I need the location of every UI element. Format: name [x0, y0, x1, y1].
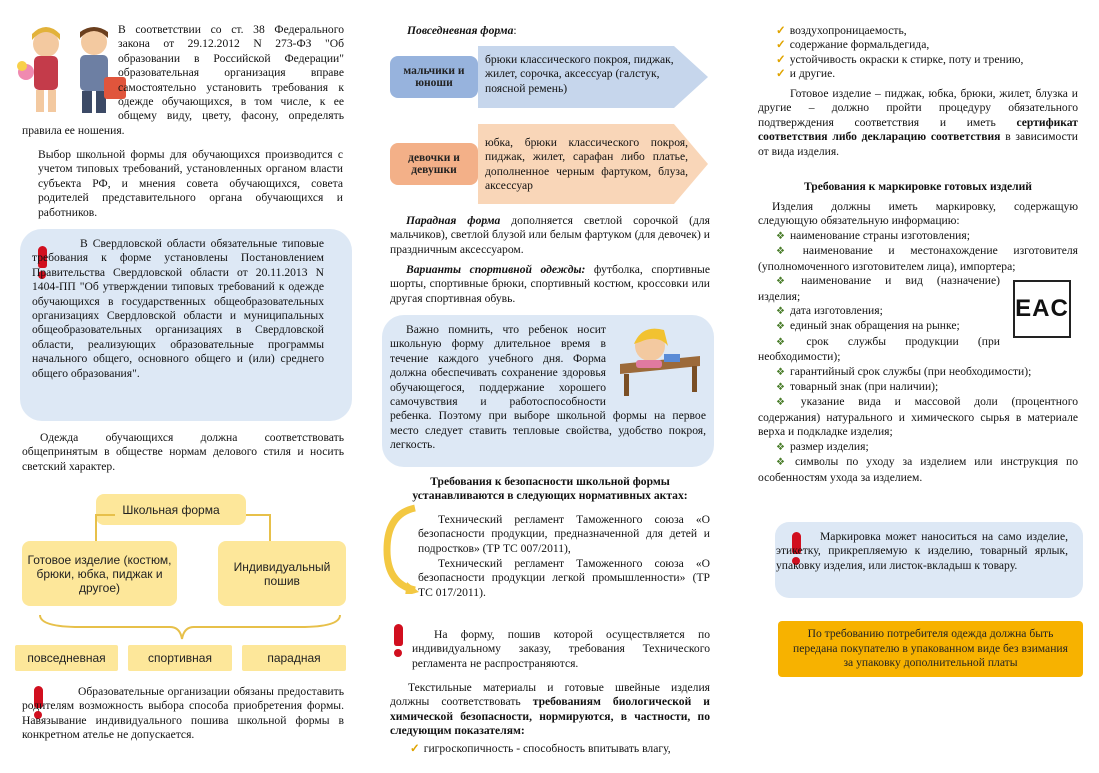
illustration-spacer: [606, 323, 706, 409]
certificate-text: Готовое изделие – пиджак, юбка, брюки, жилет, блузка и другие – должно пройти процедуру обязательного подтверждения соответствия и иметь сертификат соответствия либо декларацию соответствия в зависимости от вида изделия.: [758, 87, 1078, 158]
diagram-type-everyday: повседневная: [15, 645, 118, 671]
diagram-root: Школьная форма: [96, 494, 246, 525]
indicator-item: ✓ гигроскопичность - способность впитывать влагу,: [410, 742, 671, 755]
choice-note: Образовательные организации обязаны предоставить родителям возможность выбора способа приобретения формы. Навязывание индивидуального пошива школьной формы в конкретном ателье не допускается.: [22, 685, 344, 742]
eac-mark: EAC: [1013, 280, 1071, 338]
bullet-icon: ❖: [776, 306, 785, 318]
diagram-type-sport: спортивная: [128, 645, 232, 671]
girls-text: юбка, брюки классического покроя, пиджак, жилет, сарафан либо платье, дополненное черным фартуком, блуза, аксессуар: [485, 136, 688, 193]
curved-arrow-icon: [383, 504, 421, 594]
remember-text: Важно помнить, что ребенок носит школьную форму длительное время в течение каждого учебного дня. Форма должна обеспечивать сохранение здоровья обучающегося, поддержание хорошего самочувствия и работоспособности ребенка. Поэтому при выборе школьной формы на первое место следует ставить тепловые свойства, удобство покроя, легкость.: [390, 323, 706, 452]
checkmark-icon: ✓: [776, 67, 786, 81]
regulation-1: Технический регламент Таможенного союза «О безопасности продукции, предназначенной для детей и подростков» (ТР ТС 007/2011),: [418, 513, 710, 555]
sverdlovsk-text: В Свердловской области обязательные типовые требования к форме установлены Постановлением Правительства Свердловской области от 20.11.2013 N 1404-ПП "Об утверждении типовых требований к одежде обучающихся в государственных общеобразовательных организациях Свердловской области и муниципальных общеобразовательных организациях в Свердловской области, реализующих образовательные программы начального общего, основного общего и (или) среднего общего образования".: [32, 237, 324, 380]
safety-title: Требования к безопасности школьной формы устанавливаются в следующих нормативных актах:: [412, 475, 688, 503]
bullet-icon: ❖: [776, 336, 802, 348]
custom-tailoring-note: На форму, пошив которой осуществляется по индивидуальному заказу, требования Технического регламента не распространяются.: [412, 628, 710, 670]
bullet-icon: ❖: [776, 321, 785, 333]
sport-text: Варианты спортивной одежды: футболка, спортивные шорты, спортивные брюки, спортивный костюм, кроссовки или другая спортивная обувь.: [390, 263, 710, 305]
exclamation-icon: [392, 624, 406, 657]
marking-note: Маркировка может наноситься на само изделие, этикетку, прикрепляемую к изделию, товарный ярлык, упаковку изделия, или листок-вкладыш к товару.: [776, 530, 1068, 572]
marking-intro: Изделия должны иметь маркировку, содержащую следующую обязательную информацию:: [758, 200, 1078, 228]
textile-text: Текстильные материалы и готовые швейные изделия должны соответствовать требованиям биологической и химической безопасности, нормируются, в частности, по следующим показателям:: [390, 681, 710, 738]
parade-text: Парадная форма дополняется светлой сорочкой (для мальчиков), светлой блузой или белым фартуком (для девочек) и праздничным аксессуаром.: [390, 214, 711, 256]
diagram-type-parade: парадная: [242, 645, 346, 671]
style-text: Одежда обучающихся должна соответствовать общепринятым в обществе нормам делового стиля и носить светский характер.: [22, 431, 344, 473]
diagram-ready-made: Готовое изделие (костюм, брюки, юбка, пиджак и другое): [22, 541, 177, 606]
bullet-icon: ❖: [776, 276, 797, 288]
packaging-note: По требованию потребителя одежда должна быть передана покупателю в упакованном виде без взимания за упаковку дополнительной платы: [778, 621, 1083, 677]
checkmark-icon: ✓: [410, 742, 420, 755]
girls-label: девочки и девушки: [390, 143, 478, 185]
diagram-individual: Индивидуальный пошив: [218, 541, 346, 606]
boys-label: мальчики и юноши: [390, 56, 478, 98]
checkmark-icon: ✓: [776, 38, 786, 52]
regulation-2: Технический регламент Таможенного союза «О безопасности продукции легкой промышленности» (ТР ТС 017/2011).: [418, 557, 710, 599]
boys-text: брюки классического покроя, пиджак, жилет, сорочка, аксессуар (галстук, поясной ремень): [485, 53, 674, 95]
bullet-icon: ❖: [776, 441, 785, 453]
bullet-icon: ❖: [776, 382, 785, 394]
illustration-spacer: [22, 23, 118, 117]
intro-text-top: В соответствии со ст. 38 Федерального закона от 29.12.2012 N 273-ФЗ "Об образовании в Российской Федерации" образовательная организация вправе самостоятельно установить требования к одежде обучающихся, в том числе, к ее общему виду, цвету, фасону, определять правила ее ношения.: [22, 23, 344, 137]
checkmark-icon: ✓: [776, 24, 786, 37]
everyday-title: Повседневная форма:: [407, 24, 517, 37]
bullet-icon: ❖: [776, 397, 796, 409]
marking-list: ❖ наименование страны изготовления; ❖ наименование и местонахождение изготовителя (уполномоченного изготовителем лица), импортера; ❖ наименование и вид (назначение) изделия; ❖ дата изготовления; ❖ единый знак обращения на рынке; ❖ срок службы продукции (при необходимости); ❖ гарантийный срок службы (при необходимости); ❖ товарный знак (при наличии); ❖ указание вида и массовой доли (процентного содержания) натурального и химического сырья в материале верха и подкладке изделия; ❖ размер изделия; ❖ символы по уходу за изделием или инструкция по особенностям ухода за изделием.: [758, 229, 1078, 484]
checkmark-icon: ✓: [776, 52, 786, 66]
indicator-list: ✓ воздухопроницаемость, ✓ содержание формальдегида, ✓ устойчивость окраски к стирке, поту и трению, ✓ и другие.: [776, 24, 1024, 81]
marking-title: Требования к маркировке готовых изделий: [804, 180, 1032, 193]
bullet-icon: ❖: [776, 231, 785, 242]
bullet-icon: ❖: [776, 246, 798, 258]
bullet-icon: ❖: [776, 457, 791, 469]
choice-text: Выбор школьной формы для обучающихся производится с учетом типовых требований, установленных органом власти субъекта РФ, и мнения совета обучающихся, совета родителей представительного органа обучающихся и работников.: [38, 148, 343, 219]
bullet-icon: ❖: [776, 366, 785, 378]
